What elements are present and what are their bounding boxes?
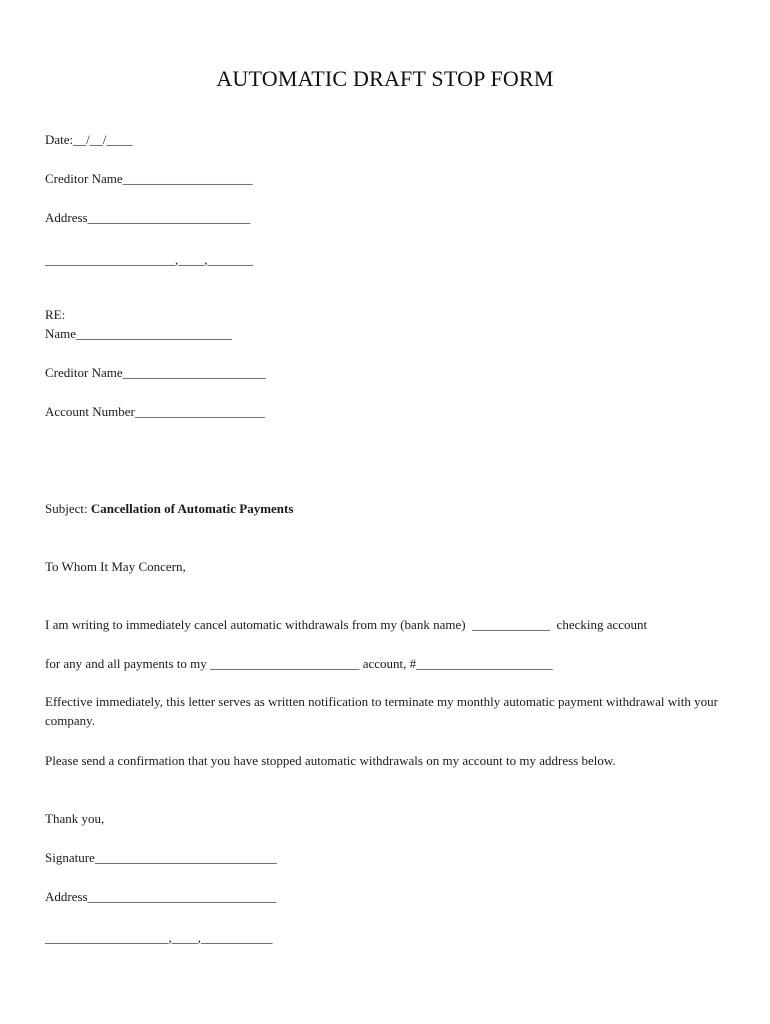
- address-field: Address_________________________: [45, 210, 251, 225]
- re-label: RE:: [45, 307, 66, 322]
- body-paragraph-3: Please send a confirmation that you have stopped automatic withdrawals on my account to my address below.: [45, 753, 616, 768]
- city-state-zip-field: ____________________,____,_______: [45, 252, 253, 267]
- document-title: AUTOMATIC DRAFT STOP FORM: [216, 66, 554, 91]
- body-paragraph-2: Effective immediately, this letter serves as written notification to terminate my monthly automatic payment withdrawal with your company.: [45, 694, 718, 728]
- creditor-name-field: Creditor Name____________________: [45, 171, 253, 186]
- closing: Thank you,: [45, 811, 105, 826]
- body-paragraph-1: I am writing to immediately cancel automatic withdrawals from my (bank name) ____________ checking account: [45, 617, 648, 632]
- salutation: To Whom It May Concern,: [45, 559, 186, 574]
- subject-label: Subject:: [45, 501, 91, 516]
- subject-value: Cancellation of Automatic Payments: [90, 501, 294, 516]
- re-name-field: Name________________________: [45, 326, 233, 341]
- signature-field: Signature____________________________: [45, 850, 277, 865]
- account-number-field: Account Number____________________: [45, 404, 265, 419]
- signature-city-state-zip-field: ___________________,____,___________: [45, 930, 273, 945]
- re-creditor-name-field: Creditor Name______________________: [45, 365, 266, 380]
- subject-line: [45, 499, 293, 518]
- signature-address-field: Address_____________________________: [45, 889, 277, 904]
- body-paragraph-1-continued: for any and all payments to my _______________________ account, #_____________________: [45, 656, 553, 671]
- date-field: Date:__/__/____: [45, 132, 133, 147]
